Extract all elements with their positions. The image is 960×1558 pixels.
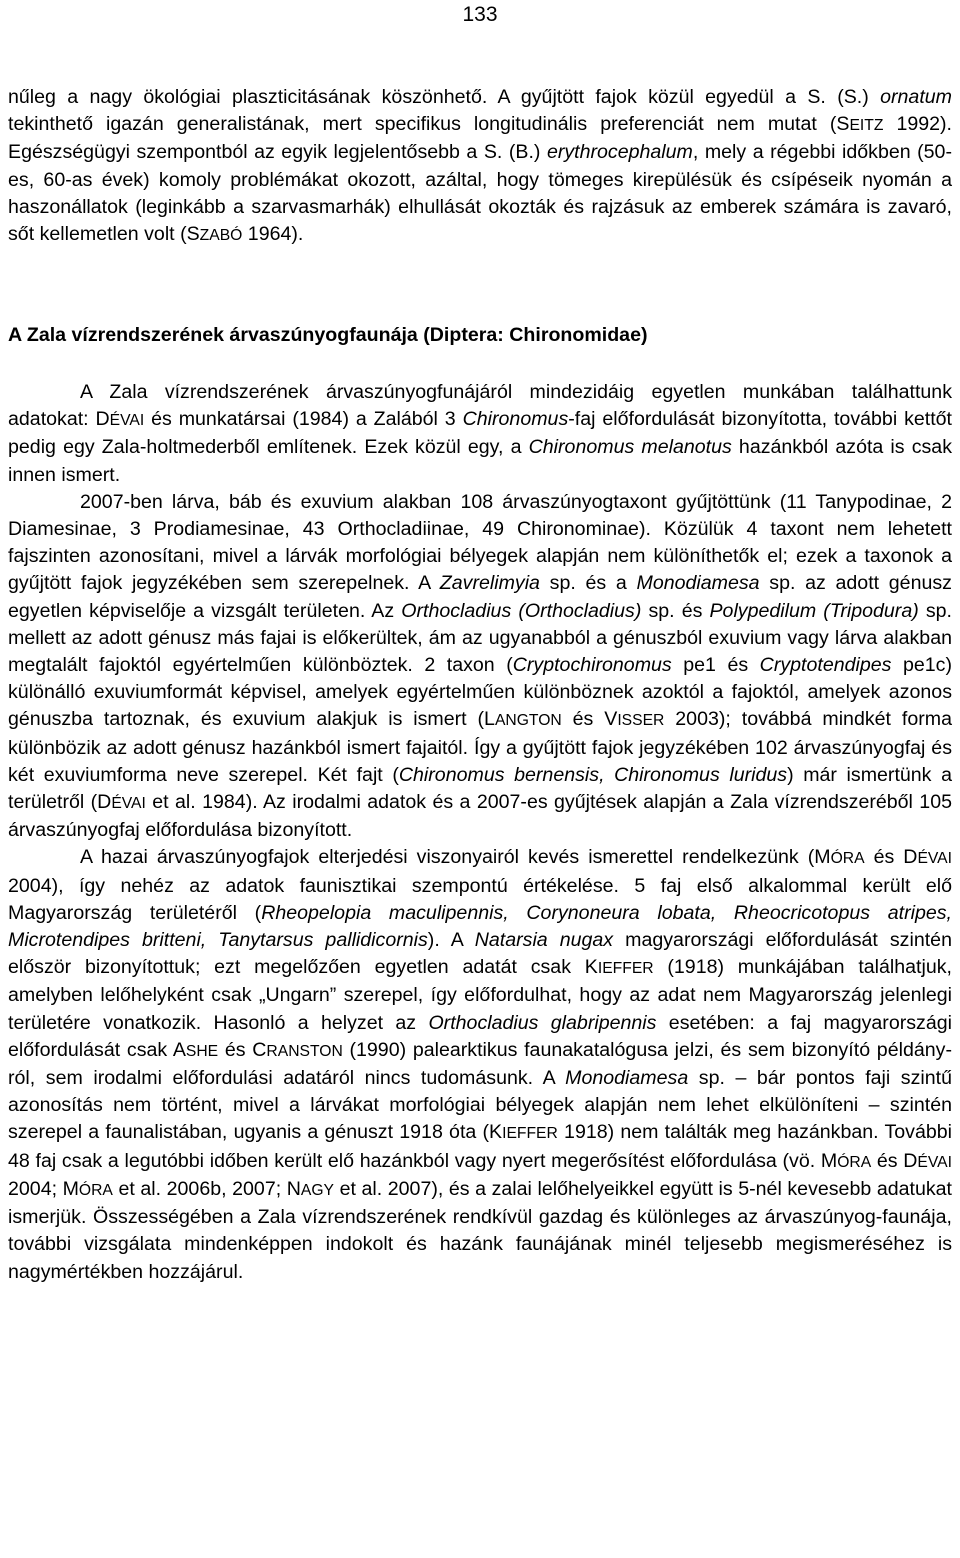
taxon-name: Natarsia nugax (474, 929, 614, 952)
text-run: sp. és (648, 599, 703, 622)
page-number: 133 (462, 3, 498, 26)
text-run: A Zala vízrendszerének árvaszúnyogfunájáról mindezidáig egyetlen munkában találhattunk adatokat: D (8, 381, 952, 431)
taxon-name: Chironomus melanotus (528, 436, 732, 459)
text-run: 1964). (247, 223, 304, 246)
taxon-name: Chironomus bernensis, Chironomus luridus (398, 763, 788, 786)
author-name-smallcaps: ÉVAI (917, 850, 952, 868)
author-name-smallcaps: EITZ (849, 117, 884, 135)
intro-paragraph (8, 84, 952, 249)
paragraph-2 (8, 489, 952, 845)
text-run: és V (572, 708, 618, 731)
author-name-smallcaps: RANSTON (266, 1042, 343, 1060)
taxon-name: Cryptochironomus (512, 654, 672, 677)
text-run: és munkatársai (1984) a Zalából 3 (151, 408, 456, 431)
author-name-smallcaps: ÉVAI (111, 795, 146, 813)
author-name-smallcaps: ÉVAI (109, 412, 145, 430)
text-run: 2004), így nehéz az adatok faunisztikai szempontú értékelése. 5 faj első alkalommal került elő Magyarország területéről ( (8, 874, 952, 924)
taxon-name: ornatum (880, 86, 952, 108)
main-text-block (8, 379, 952, 1286)
author-name-smallcaps: ÓRA (837, 1153, 872, 1171)
text-run: sp. az adott génusz egyetlen képviselője a vizsgált területen. Az (8, 572, 952, 622)
author-name-smallcaps: ÓRA (78, 1181, 113, 1199)
text-run: magyarországi előfordulását szintén először bizonyítottuk; ezt megelőzően egyetlen adatát csak K (8, 929, 952, 979)
text-run: pe1 és (683, 654, 749, 677)
taxon-name: Zavrelimyia (439, 572, 540, 595)
taxon-name: Chironomus (462, 408, 569, 431)
text-run: 1992). Egészségügyi szempontból az egyik legjelentősebb a S. (B.) (8, 113, 952, 164)
author-name-smallcaps: ISSER (617, 712, 665, 730)
text-run: és C (224, 1038, 267, 1061)
author-name-smallcaps: ANGTON (494, 712, 562, 730)
text-run: 2003); továbbá mindkét forma különbözik az adott génusz hazánkból ismert fajaitól. Így a gyűjtött fajok jegyzékében 102 árvaszúnyogfaj és két exuviumforma neve szerepel. Két fajt ( (8, 708, 952, 786)
text-run: ). A (427, 929, 463, 952)
text-run: (1918) munkájában találhatjuk, amelyben lelőhelyként csak „Ungarn” szerepel, így előfordulhat, hogy az adat nem Magyarország jelenlegi területére vonatkozik. Hasonló a helyzet az (8, 956, 952, 1034)
text-run: és D (873, 846, 918, 869)
text-run: et al. 1984). Az irodalmi adatok és a 2007-es gyűjtések alapján a Zala vízrendszeréből 105 árvaszúnyogfaj előfordulása bizonyított. (8, 791, 952, 842)
section-heading: A Zala vízrendszerének árvaszúnyogfaunája (Diptera: Chironomidae) (8, 324, 648, 346)
text-run: 2007-ben lárva, báb és exuvium alakban 108 árvaszúnyogtaxont gyűjtöttünk (11 Tanypodinae, 2 Diamesinae, 3 Prodiamesinae, 43 Orthocladiinae, 49 Chironominae). Közülük 4 taxont nem lehetett fajszinten azonosítani, mivel a lárvák morfológiai bélyegek alapján nem különíthetők el; ezek a taxonok a gyűjtött fajok jegyzékében sem szerepelnek. A (8, 490, 952, 595)
text-run: nűleg a nagy ökológiai plaszticitásának köszönhető. A gyűjtött fajok közül egyedül a (8, 86, 797, 108)
paragraph-1 (8, 379, 952, 489)
taxon-name: Cryptotendipes (759, 654, 892, 677)
author-name-smallcaps: IEFFER (597, 960, 654, 978)
intro-paragraph-block (8, 84, 952, 249)
author-name-smallcaps: ÉVAI (917, 1153, 952, 1171)
taxon-name: Polypedilum (Tripodura) (709, 599, 919, 622)
text-run: 2004; M (8, 1177, 79, 1200)
taxon-name: Rheopelopia maculipennis, Corynoneura lobata, Rheocricotopus atripes, Microtendipes britteni, Tanytarsus pallidicornis (8, 901, 952, 952)
author-name-smallcaps: ÓRA (830, 850, 865, 868)
text-run: hazánkból azóta is csak innen ismert. (8, 436, 952, 486)
paragraph-3 (8, 844, 952, 1285)
taxon-name: erythrocephalum (546, 141, 693, 164)
author-name-smallcaps: ZABÓ (199, 227, 243, 245)
text-run: és D (876, 1149, 918, 1172)
text-run: et al. 2006b, 2007; N (118, 1177, 301, 1200)
taxon-name: Monodiamesa (636, 572, 760, 595)
taxon-name: Orthocladius (Orthocladius) (401, 599, 642, 622)
text-run: sp. – bár pontos faji szintű azonosítás nem történt, mivel a lárvákat morfológiai bélyegek alapján nem lehet elkülöníteni – szintén szerepel a faunalistában, ugyanis a génuszt 1918 óta (K (8, 1067, 952, 1144)
text-run: -faj előfordulását bizonyította, további kettőt pedig egy Zala-holtmederből említenek. Ezek közül egy, a (8, 408, 952, 459)
text-run: tekinthető igazán generalistának, mert specifikus longitudinális preferenciát nem mutat (S (8, 113, 850, 136)
text-run: 1918) nem találták meg hazánkban. További 48 faj csak a legutóbbi időben került elő hazánkból vagy nyert megerősítést előfordulása (vö. M (8, 1121, 952, 1172)
text-run: (1990) palearktikus faunakatalógusa jelzi, és sem bizonyító példányról, sem irodalmi előfordulási adatáról nincs tudomásunk. A (8, 1038, 952, 1090)
text-run: pe1c) különálló exuviumformát képvisel, amelyek egyértelműen különböznek azoktól a fajoktól, amelyek azonos génuszba tartoznak, és exuvium alakjuk is ismert (L (8, 654, 952, 731)
author-name-smallcaps: IEFFER (502, 1125, 558, 1143)
text-run: sp. és a (549, 572, 627, 595)
taxon-name: Orthocladius glabripennis (428, 1011, 657, 1034)
text-run: ) már ismertünk a területről (D (8, 763, 952, 814)
text-run: esetében: a faj magyarországi előfordulását csak A (8, 1011, 952, 1061)
text-run: et al. 2007), és a zalai lelőhelyeikkel együtt is 5-nél kevesebb adatukat ismerjük. Összességében a Zala vízrendszerének rendkívül gazdag és különleges az árvaszúnyog-faunája, további vizsgálata mindenképpen indokolt és hazánk faunájának minél teljesebb megismeréséhez is nagymértékben hozzájárul. (8, 1177, 952, 1283)
text-run: sp. mellett az adott génusz más fajai is előkerültek, ám az ugyanabból a génuszból exuvium vagy lárva alakban megtalált fajoktól egyértelműen különböztek. 2 taxon ( (8, 599, 952, 677)
taxon-name: Monodiamesa (565, 1067, 689, 1090)
taxon-prefix: S. (S.) (807, 86, 869, 108)
author-name-smallcaps: SHE (185, 1042, 219, 1060)
text-run: , mely a régebbi időkben (50-es, 60-as évek) komoly problémákat okozott, azáltal, hogy tömeges kirepülésük és csípéseik nyomán a haszonállatok (leginkább a szarvasmarhák) elhullását okozták és rajzásuk az emberek számára is zavaró, sőt kellemetlen volt (S (8, 141, 952, 246)
author-name-smallcaps: AGY (300, 1181, 334, 1199)
text-run: A hazai árvaszúnyogfajok elterjedési viszonyairól kevés ismerettel rendelkezünk (M (80, 846, 831, 869)
